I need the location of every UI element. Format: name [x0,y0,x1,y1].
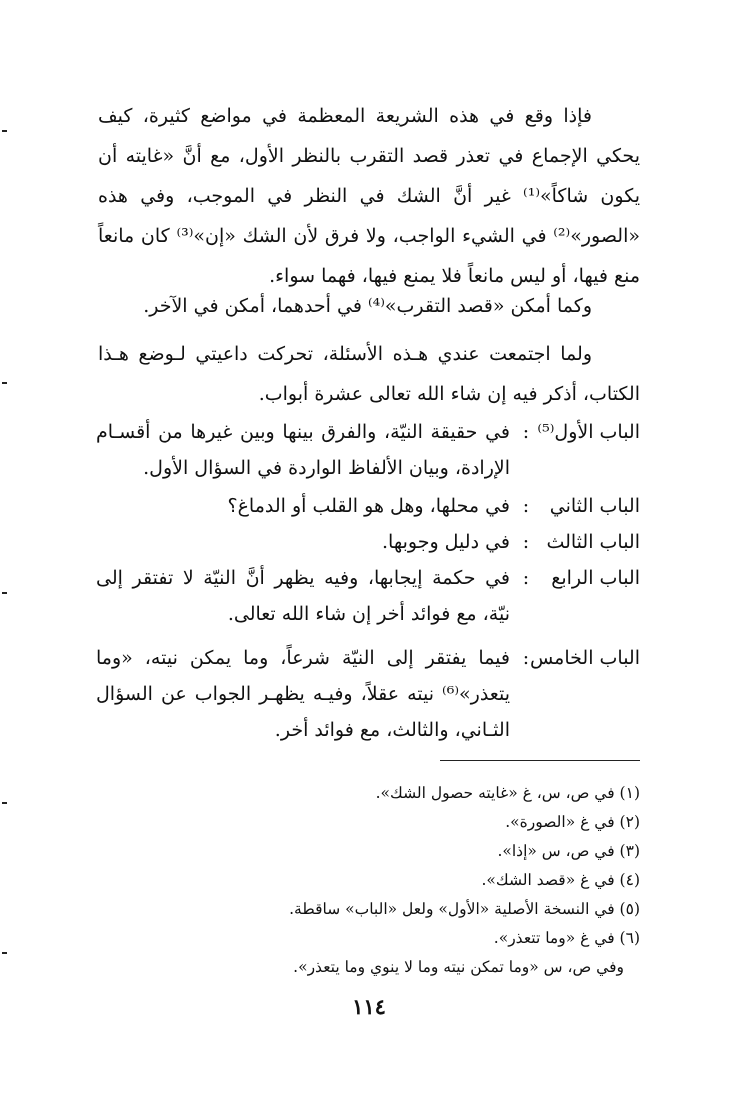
chapter-colon: : [522,567,530,589]
margin-tick [2,382,7,384]
footnote-divider [440,760,640,761]
footnote: (٢) في غ «الصورة». [505,813,640,831]
chapter-label: الباب الأول⁽⁵⁾ [537,421,640,443]
margin-tick [2,592,7,594]
chapter-label: الباب الثاني [549,495,640,517]
chapter-colon: : [522,647,530,669]
margin-tick [2,802,7,804]
chapter-label: الباب الرابع [551,567,640,589]
chapter-colon: : [522,421,530,443]
chapter-description: فيما يفتقر إلى النيّة شرعاً، وما يمكن نيته، «وما يتعذر»⁽⁶⁾ نيته عقلاً، وفيـه يظهـر الجواب عن السؤال الثـاني، والثالث، مع فوائد أخر. [96,647,510,741]
footnote: (٥) في النسخة الأصلية «الأول» ولعل «الباب» ساقطة. [289,900,640,918]
chapter-label: الباب الخامس [529,647,640,669]
second-paragraph: وكما أمكن «قصد التقرب»⁽⁴⁾ في أحدهما، أمكن في الآخر. [143,295,592,317]
third-paragraph: ولما اجتمعت عندي هـذه الأسئلة، تحركت داعيتي لـوضع هـذا الكتاب، أذكر فيه إن شاء الله تعالى عشرة أبواب. [98,343,640,405]
margin-tick [2,130,7,132]
footnote: (٣) في ص، س «إذا». [497,842,640,860]
chapter-colon: : [522,531,530,553]
chapter-description: في حكمة إيجابها، وفيه يظهر أنَّ النيّة لا تفتقر إلى نيّة، مع فوائد أخر إن شاء الله تعالى. [96,567,510,625]
chapter-label: الباب الثالث [546,531,640,553]
intro-paragraph: فإذا وقع في هذه الشريعة المعظمة في مواضع كثيرة، كيف يحكي الإجماع في تعذر قصد التقرب بالنظر الأول، مع أنَّ «غايته أن يكون شاكاً»⁽¹⁾ غير أنَّ الشك في النظر في الموجب، وفي هذه «الصور»⁽²⁾ في الشيء الواجب، ولا فرق لأن الشك «إن»⁽³⁾ كان مانعاً منع فيها، أو ليس مانعاً فلا يمنع فيها، فهما سواء. [98,105,640,287]
chapter-description: في دليل وجوبها. [382,531,510,553]
footnote: (٦) في غ «وما تتعذر». [493,929,640,947]
footnote-continuation: وفي ص، س «وما تمكن نيته وما لا ينوي وما يتعذر». [293,958,624,976]
chapter-description: في حقيقة النيّة، والفرق بينها وبين غيرها من أقسـام الإرادة، وبيان الألفاظ الواردة في السؤال الأول. [96,421,510,479]
chapter-description: في محلها، وهل هو القلب أو الدماغ؟ [227,495,510,517]
footnote: (٤) في غ «قصد الشك». [481,871,640,889]
page-number: ١١٤ [352,994,386,1019]
chapter-colon: : [522,495,530,517]
margin-tick [2,952,7,954]
footnote: (١) في ص، س، غ «غايته حصول الشك». [375,784,640,802]
